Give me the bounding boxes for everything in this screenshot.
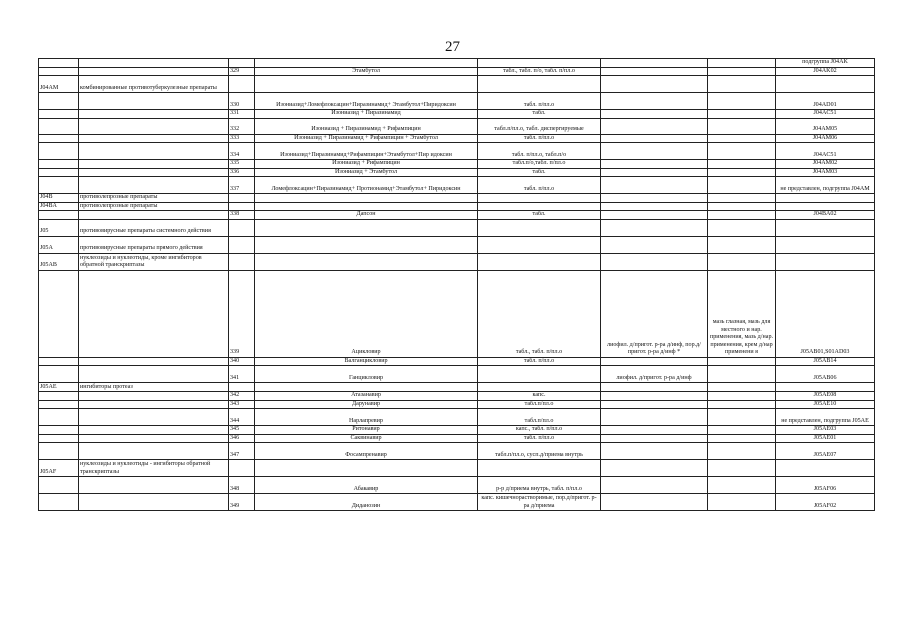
topical-form-cell bbox=[708, 177, 776, 194]
atc-code-cell bbox=[776, 76, 875, 93]
table-row bbox=[39, 211, 875, 220]
dosage-form-cell bbox=[478, 202, 601, 211]
drug-name-cell: Абакавир bbox=[255, 477, 478, 494]
topical-form-cell bbox=[708, 477, 776, 494]
table-row bbox=[39, 59, 875, 68]
group-name-cell bbox=[79, 426, 229, 435]
dosage-form-cell: табл. п/пл.о, табл.п/о bbox=[478, 143, 601, 160]
injection-form-cell bbox=[601, 383, 708, 392]
table-row bbox=[39, 160, 875, 169]
atc-code-cell: J04AM03 bbox=[776, 168, 875, 177]
atc-code-cell: J05AB14 bbox=[776, 357, 875, 366]
atc-code-cell: J05AF02 bbox=[776, 494, 875, 511]
atc-code-cell bbox=[776, 383, 875, 392]
topical-form-cell bbox=[708, 76, 776, 93]
atc-code-cell: J05AE01 bbox=[776, 434, 875, 443]
atc-group-code-cell: J05AE bbox=[39, 383, 79, 392]
dosage-form-cell: табл. bbox=[478, 110, 601, 119]
dosage-form-cell: табл.п/пл.о, сусп.д/приема внутрь bbox=[478, 443, 601, 460]
drug-name-cell bbox=[255, 76, 478, 93]
dosage-form-cell: табл., табл. п/пл.о bbox=[478, 270, 601, 357]
row-number-cell: 338 bbox=[229, 211, 255, 220]
atc-group-code-cell bbox=[39, 392, 79, 401]
topical-form-cell bbox=[708, 143, 776, 160]
drug-name-cell: Ганцикловир bbox=[255, 366, 478, 383]
page-number: 27 bbox=[445, 39, 460, 55]
row-number-cell: 344 bbox=[229, 409, 255, 426]
topical-form-cell: мазь глазная, мазь для местного и нар. применения, мазь д/нар. применения, крем д/нар применени я bbox=[708, 270, 776, 357]
table-row bbox=[39, 443, 875, 460]
table-row bbox=[39, 202, 875, 211]
topical-form-cell bbox=[708, 392, 776, 401]
group-name-cell bbox=[79, 160, 229, 169]
group-name-cell bbox=[79, 168, 229, 177]
row-number-cell: 347 bbox=[229, 443, 255, 460]
atc-code-cell: J05AE10 bbox=[776, 400, 875, 409]
dosage-form-cell: табл. п/пл.о bbox=[478, 357, 601, 366]
injection-form-cell bbox=[601, 253, 708, 270]
table-row bbox=[39, 110, 875, 119]
atc-group-code-cell: J04AM bbox=[39, 76, 79, 93]
table-row bbox=[39, 134, 875, 143]
dosage-form-cell bbox=[478, 236, 601, 253]
row-number-cell: 335 bbox=[229, 160, 255, 169]
dosage-form-cell: табл., табл. п/о, табл. п/пл.о bbox=[478, 67, 601, 76]
drug-name-cell: Изониазид + Пиразинамид bbox=[255, 110, 478, 119]
group-name-cell bbox=[79, 118, 229, 134]
drug-name-cell bbox=[255, 460, 478, 477]
dosage-form-cell: капс. bbox=[478, 392, 601, 401]
group-name-cell bbox=[79, 400, 229, 409]
table-row bbox=[39, 494, 875, 511]
atc-group-code-cell: J05AB bbox=[39, 253, 79, 270]
drug-name-cell: Саквинавир bbox=[255, 434, 478, 443]
injection-form-cell: лиофил. д/пригот. р-ра д/инф bbox=[601, 366, 708, 383]
injection-form-cell bbox=[601, 160, 708, 169]
atc-code-cell: J05AF06 bbox=[776, 477, 875, 494]
group-name-cell bbox=[79, 494, 229, 511]
drug-name-cell: Валганцикловир bbox=[255, 357, 478, 366]
group-name-cell bbox=[79, 409, 229, 426]
drug-name-cell: Изониазид + Пиразинамид + Рифампицин + Этамбутол bbox=[255, 134, 478, 143]
drug-name-cell: Изониазид + Этамбутол bbox=[255, 168, 478, 177]
topical-form-cell bbox=[708, 434, 776, 443]
atc-code-cell bbox=[776, 253, 875, 270]
drug-name-cell bbox=[255, 253, 478, 270]
topical-form-cell bbox=[708, 134, 776, 143]
dosage-form-cell: табл. п/пл.о bbox=[478, 93, 601, 110]
topical-form-cell bbox=[708, 59, 776, 68]
group-name-cell bbox=[79, 211, 229, 220]
topical-form-cell bbox=[708, 400, 776, 409]
atc-code-cell: J05AE08 bbox=[776, 392, 875, 401]
drug-name-cell: Изониазид + Рифампицин bbox=[255, 160, 478, 169]
atc-group-code-cell: J04B bbox=[39, 194, 79, 203]
injection-form-cell bbox=[601, 143, 708, 160]
table-row bbox=[39, 143, 875, 160]
atc-group-code-cell bbox=[39, 366, 79, 383]
atc-code-cell: J05AE07 bbox=[776, 443, 875, 460]
group-name-cell bbox=[79, 357, 229, 366]
row-number-cell: 342 bbox=[229, 392, 255, 401]
atc-group-code-cell bbox=[39, 93, 79, 110]
dosage-form-cell bbox=[478, 59, 601, 68]
atc-group-code-cell bbox=[39, 110, 79, 119]
injection-form-cell bbox=[601, 460, 708, 477]
injection-form-cell bbox=[601, 134, 708, 143]
injection-form-cell bbox=[601, 236, 708, 253]
atc-group-code-cell bbox=[39, 434, 79, 443]
injection-form-cell bbox=[601, 202, 708, 211]
dosage-form-cell: табл. bbox=[478, 211, 601, 220]
atc-group-code-cell bbox=[39, 134, 79, 143]
atc-code-cell: J05AB01,S01AD03 bbox=[776, 270, 875, 357]
atc-code-cell: J05AE03 bbox=[776, 426, 875, 435]
injection-form-cell bbox=[601, 357, 708, 366]
row-number-cell bbox=[229, 59, 255, 68]
drug-name-cell: Изониазид+Пиразинамид+Рифампицин+Этамбутол+Пир идоксин bbox=[255, 143, 478, 160]
injection-form-cell bbox=[601, 392, 708, 401]
row-number-cell: 340 bbox=[229, 357, 255, 366]
row-number-cell: 331 bbox=[229, 110, 255, 119]
topical-form-cell bbox=[708, 253, 776, 270]
injection-form-cell bbox=[601, 93, 708, 110]
atc-code-cell bbox=[776, 460, 875, 477]
drug-name-cell bbox=[255, 236, 478, 253]
dosage-form-cell: табл.п/пл.о bbox=[478, 400, 601, 409]
group-name-cell: комбинированные противотуберкулезные препараты bbox=[79, 76, 229, 93]
injection-form-cell bbox=[601, 494, 708, 511]
table-row bbox=[39, 434, 875, 443]
row-number-cell bbox=[229, 460, 255, 477]
row-number-cell bbox=[229, 76, 255, 93]
atc-group-code-cell: J05AF bbox=[39, 460, 79, 477]
atc-code-cell: не представлен, подгруппа J04AM bbox=[776, 177, 875, 194]
atc-group-code-cell bbox=[39, 168, 79, 177]
row-number-cell: 348 bbox=[229, 477, 255, 494]
atc-group-code-cell bbox=[39, 143, 79, 160]
dosage-form-cell: р-р д/приема внутрь, табл. п/пл.о bbox=[478, 477, 601, 494]
atc-code-cell bbox=[776, 202, 875, 211]
atc-group-code-cell bbox=[39, 400, 79, 409]
injection-form-cell bbox=[601, 76, 708, 93]
atc-group-code-cell bbox=[39, 357, 79, 366]
group-name-cell: противолепрозные препараты bbox=[79, 194, 229, 203]
row-number-cell: 341 bbox=[229, 366, 255, 383]
topical-form-cell bbox=[708, 383, 776, 392]
dosage-form-cell: табл.п/пл.о, табл. диспергируемые bbox=[478, 118, 601, 134]
topical-form-cell bbox=[708, 160, 776, 169]
atc-group-code-cell bbox=[39, 270, 79, 357]
injection-form-cell bbox=[601, 168, 708, 177]
row-number-cell: 334 bbox=[229, 143, 255, 160]
injection-form-cell bbox=[601, 211, 708, 220]
dosage-form-cell: капс., табл. п/пл.о bbox=[478, 426, 601, 435]
table-row bbox=[39, 168, 875, 177]
injection-form-cell bbox=[601, 409, 708, 426]
group-name-cell: нуклеозиды и нуклеотиды, кроме ингибиторов обратной транскриптазы bbox=[79, 253, 229, 270]
dosage-form-cell bbox=[478, 383, 601, 392]
dosage-form-cell: табл. bbox=[478, 168, 601, 177]
row-number-cell: 329 bbox=[229, 67, 255, 76]
dosage-form-cell bbox=[478, 194, 601, 203]
atc-group-code-cell bbox=[39, 477, 79, 494]
injection-form-cell: лиофил. д/пригот. р-ра д/инф, пор.д/пригот. р-ра д/инф * bbox=[601, 270, 708, 357]
row-number-cell: 343 bbox=[229, 400, 255, 409]
topical-form-cell bbox=[708, 426, 776, 435]
table-row bbox=[39, 460, 875, 477]
topical-form-cell bbox=[708, 219, 776, 236]
group-name-cell bbox=[79, 443, 229, 460]
atc-code-cell: J05AB06 bbox=[776, 366, 875, 383]
row-number-cell bbox=[229, 253, 255, 270]
dosage-form-cell: капс. кишечнорастворимые, пор.д/пригот. р-ра д/приема bbox=[478, 494, 601, 511]
dosage-form-cell bbox=[478, 460, 601, 477]
topical-form-cell bbox=[708, 93, 776, 110]
injection-form-cell bbox=[601, 59, 708, 68]
topical-form-cell bbox=[708, 168, 776, 177]
group-name-cell bbox=[79, 392, 229, 401]
dosage-form-cell bbox=[478, 253, 601, 270]
row-number-cell: 333 bbox=[229, 134, 255, 143]
drug-name-cell bbox=[255, 194, 478, 203]
injection-form-cell bbox=[601, 477, 708, 494]
topical-form-cell bbox=[708, 366, 776, 383]
group-name-cell bbox=[79, 59, 229, 68]
dosage-form-cell bbox=[478, 366, 601, 383]
table-row bbox=[39, 76, 875, 93]
topical-form-cell bbox=[708, 460, 776, 477]
group-name-cell: противовирусные препараты системного действия bbox=[79, 219, 229, 236]
atc-code-cell: J04AM02 bbox=[776, 160, 875, 169]
drug-name-cell: Изониазид + Пиразинамид + Рифампицин bbox=[255, 118, 478, 134]
injection-form-cell bbox=[601, 443, 708, 460]
table-row bbox=[39, 219, 875, 236]
group-name-cell bbox=[79, 67, 229, 76]
row-number-cell: 339 bbox=[229, 270, 255, 357]
table-row bbox=[39, 253, 875, 270]
dosage-form-cell: табл. п/пл.о bbox=[478, 434, 601, 443]
table-row bbox=[39, 426, 875, 435]
atc-group-code-cell bbox=[39, 59, 79, 68]
atc-code-cell bbox=[776, 236, 875, 253]
topical-form-cell bbox=[708, 211, 776, 220]
group-name-cell: нуклеозиды и нуклеотиды - ингибиторы обратной транскриптазы bbox=[79, 460, 229, 477]
drug-name-cell: Диданозин bbox=[255, 494, 478, 511]
row-number-cell bbox=[229, 202, 255, 211]
atc-code-cell: J04AM05 bbox=[776, 118, 875, 134]
atc-group-code-cell bbox=[39, 177, 79, 194]
row-number-cell: 349 bbox=[229, 494, 255, 511]
injection-form-cell bbox=[601, 400, 708, 409]
atc-code-cell: J04AC51 bbox=[776, 110, 875, 119]
row-number-cell bbox=[229, 236, 255, 253]
atc-group-code-cell bbox=[39, 160, 79, 169]
group-name-cell bbox=[79, 143, 229, 160]
injection-form-cell bbox=[601, 118, 708, 134]
row-number-cell bbox=[229, 194, 255, 203]
atc-group-code-cell bbox=[39, 443, 79, 460]
medication-table bbox=[38, 58, 875, 511]
drug-name-cell: Дапсон bbox=[255, 211, 478, 220]
injection-form-cell bbox=[601, 67, 708, 76]
atc-code-cell: подгруппа J04AK bbox=[776, 59, 875, 68]
atc-group-code-cell bbox=[39, 67, 79, 76]
table-row bbox=[39, 67, 875, 76]
atc-group-code-cell: J05A bbox=[39, 236, 79, 253]
table-row bbox=[39, 477, 875, 494]
atc-group-code-cell: J05 bbox=[39, 219, 79, 236]
row-number-cell: 337 bbox=[229, 177, 255, 194]
table-row bbox=[39, 93, 875, 110]
table-row bbox=[39, 177, 875, 194]
table-row bbox=[39, 357, 875, 366]
topical-form-cell bbox=[708, 67, 776, 76]
atc-group-code-cell bbox=[39, 409, 79, 426]
atc-group-code-cell bbox=[39, 118, 79, 134]
atc-code-cell: не представлен, подгруппа J05AE bbox=[776, 409, 875, 426]
table-row bbox=[39, 118, 875, 134]
atc-code-cell: J04AK02 bbox=[776, 67, 875, 76]
drug-name-cell: Ацикловир bbox=[255, 270, 478, 357]
group-name-cell bbox=[79, 110, 229, 119]
row-number-cell: 336 bbox=[229, 168, 255, 177]
dosage-form-cell: табл. п/пл.о bbox=[478, 134, 601, 143]
table-row bbox=[39, 270, 875, 357]
topical-form-cell bbox=[708, 357, 776, 366]
topical-form-cell bbox=[708, 236, 776, 253]
topical-form-cell bbox=[708, 409, 776, 426]
table-row bbox=[39, 400, 875, 409]
row-number-cell: 330 bbox=[229, 93, 255, 110]
injection-form-cell bbox=[601, 177, 708, 194]
table-row bbox=[39, 366, 875, 383]
row-number-cell: 346 bbox=[229, 434, 255, 443]
injection-form-cell bbox=[601, 110, 708, 119]
dosage-form-cell bbox=[478, 219, 601, 236]
drug-name-cell bbox=[255, 219, 478, 236]
dosage-form-cell: табл. п/пл.о bbox=[478, 177, 601, 194]
dosage-form-cell: табл.п/о,табл. п/пл.о bbox=[478, 160, 601, 169]
table-row bbox=[39, 194, 875, 203]
topical-form-cell bbox=[708, 118, 776, 134]
table-row bbox=[39, 236, 875, 253]
drug-name-cell bbox=[255, 383, 478, 392]
atc-code-cell: J04AM06 bbox=[776, 134, 875, 143]
group-name-cell bbox=[79, 177, 229, 194]
group-name-cell bbox=[79, 366, 229, 383]
injection-form-cell bbox=[601, 194, 708, 203]
dosage-form-cell bbox=[478, 76, 601, 93]
dosage-form-cell: табл.п/пл.о bbox=[478, 409, 601, 426]
row-number-cell bbox=[229, 219, 255, 236]
drug-name-cell bbox=[255, 202, 478, 211]
topical-form-cell bbox=[708, 202, 776, 211]
table-row bbox=[39, 409, 875, 426]
atc-group-code-cell bbox=[39, 211, 79, 220]
drug-name-cell: Ломефлоксацин+Пиразинамид+ Протионамид+Этамбутол+ Пиридоксин bbox=[255, 177, 478, 194]
row-number-cell: 345 bbox=[229, 426, 255, 435]
row-number-cell: 332 bbox=[229, 118, 255, 134]
injection-form-cell bbox=[601, 426, 708, 435]
atc-code-cell bbox=[776, 219, 875, 236]
group-name-cell bbox=[79, 270, 229, 357]
injection-form-cell bbox=[601, 434, 708, 443]
table-row bbox=[39, 392, 875, 401]
drug-name-cell: Фосампренавир bbox=[255, 443, 478, 460]
atc-code-cell bbox=[776, 194, 875, 203]
drug-name-cell: Нарлапревир bbox=[255, 409, 478, 426]
atc-code-cell: J04AC51 bbox=[776, 143, 875, 160]
drug-name-cell: Дарунавир bbox=[255, 400, 478, 409]
group-name-cell: противовирусные препараты прямого действия bbox=[79, 236, 229, 253]
group-name-cell bbox=[79, 477, 229, 494]
group-name-cell bbox=[79, 434, 229, 443]
atc-group-code-cell: J04BA bbox=[39, 202, 79, 211]
drug-name-cell: Атазанавир bbox=[255, 392, 478, 401]
group-name-cell: ингибиторы протеаз bbox=[79, 383, 229, 392]
topical-form-cell bbox=[708, 494, 776, 511]
atc-code-cell: J04AD01 bbox=[776, 93, 875, 110]
group-name-cell bbox=[79, 93, 229, 110]
injection-form-cell bbox=[601, 219, 708, 236]
drug-name-cell: Ритонавир bbox=[255, 426, 478, 435]
atc-group-code-cell bbox=[39, 494, 79, 511]
group-name-cell bbox=[79, 134, 229, 143]
atc-group-code-cell bbox=[39, 426, 79, 435]
row-number-cell bbox=[229, 383, 255, 392]
drug-name-cell bbox=[255, 59, 478, 68]
drug-name-cell: Изониазид+Ломефлоксацин+Пиразинамид+ Этамбутол+Пиридоксин bbox=[255, 93, 478, 110]
topical-form-cell bbox=[708, 443, 776, 460]
atc-code-cell: J04BA02 bbox=[776, 211, 875, 220]
group-name-cell: противолепрозные препараты bbox=[79, 202, 229, 211]
topical-form-cell bbox=[708, 194, 776, 203]
table-row bbox=[39, 383, 875, 392]
table-body bbox=[39, 59, 875, 511]
topical-form-cell bbox=[708, 110, 776, 119]
drug-name-cell: Этамбутол bbox=[255, 67, 478, 76]
